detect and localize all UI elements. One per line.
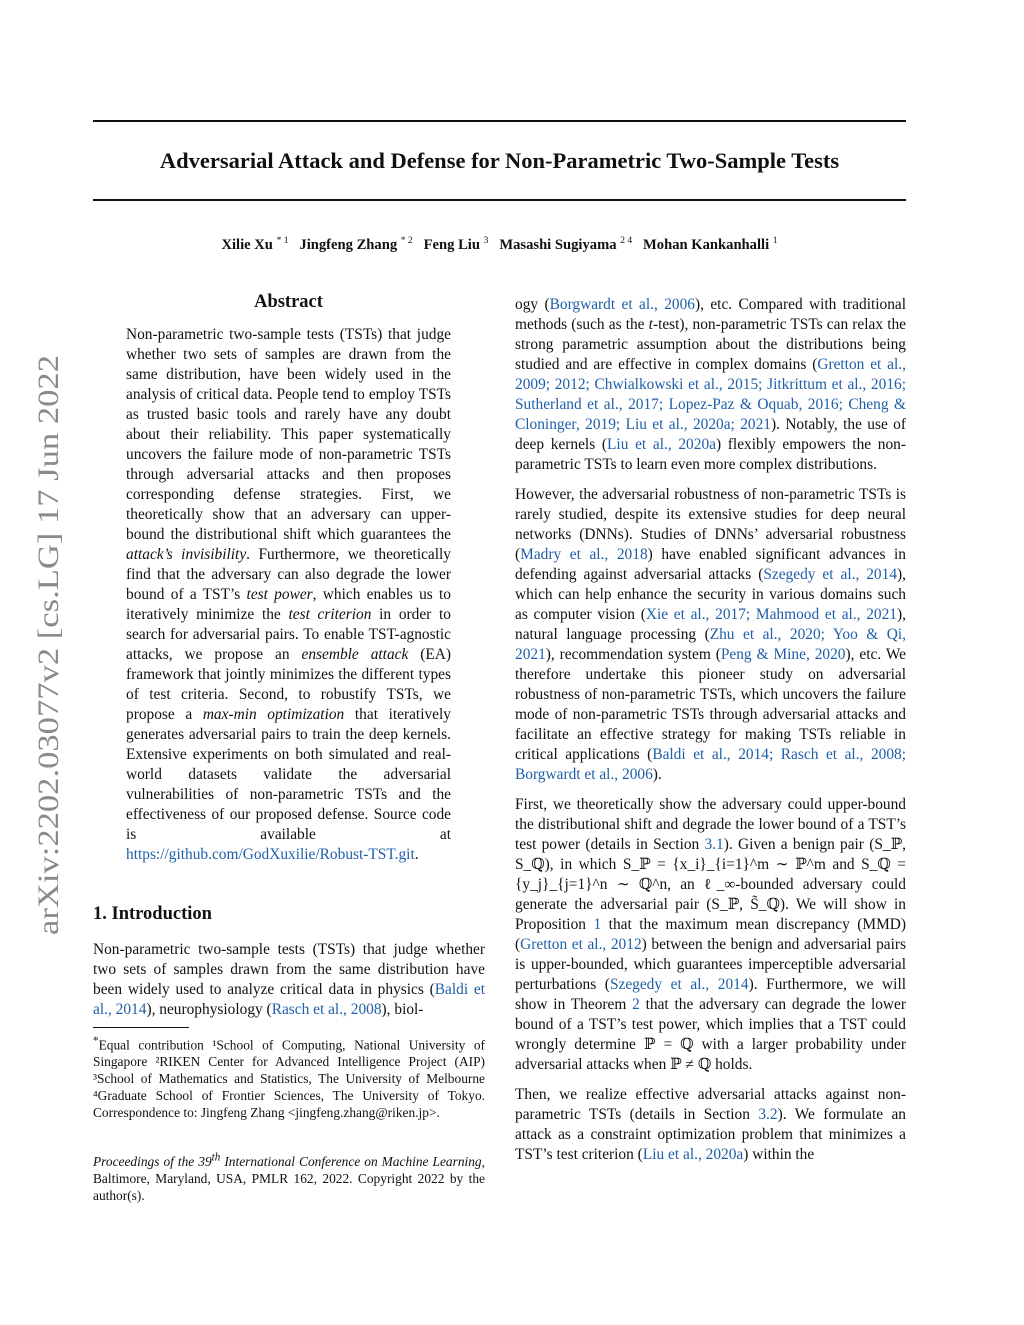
paragraph: First, we theoretically show the adversary could upper-bound the distributional shift and degrade the lower bound of a TST’s test power (details in Section 3.1). Given a benign pair (S_ℙ, S_ℚ), in which S_ℙ = {x_i}_{i=1}^m ∼ ℙ^m and S_ℚ = {y_j}_{j=1}^n ∼ ℚ^n, an ℓ_∞-bounded adversary could generate the adversarial pair (S_ℙ, S̃_ℚ). We will show in Proposition 1 that the maximum mean discrepancy (MMD) (Gretton et al., 2012) between the benign and adversarial pairs is upper-bounded, which guarantees imperceptible adversarial perturbations (Szegedy et al., 2014). Furthermore, we will show in Theorem 2 that the adversary can degrade the lower bound of a TST’s test power, which implies that a TST could wrongly determine ℙ = ℚ with a larger probability under adversarial attacks when ℙ ≠ ℚ holds. (515, 796, 906, 1073)
abstract-body: Non-parametric two-sample tests (TSTs) that judge whether two sets of samples are drawn from the same distribution, have been widely used in the analysis of critical data. People tend to employ TSTs as trusted basic tools and rarely have any doubt about their reliability. This paper systematically uncovers the failure mode of non-parametric TSTs through adversarial attacks and then proposes corresponding defense strategies. First, we theoretically show that an adversary can upper-bound the distributional shift which guarantees the attack’s invisibility. Furthermore, we theoretically find that the adversary can also degrade the lower bound of a TST’s test power, which enables us to iteratively minimize the test criterion in order to search for adversarial pairs. To enable TST-agnostic attacks, we propose an ensemble attack (EA) framework that jointly minimizes the different types of test criteria. Second, to robustify TSTs, we propose a max-min optimization that iteratively generates adversarial pairs to train the deep kernels. Extensive experiments on both simulated and real-world datasets validate the adversarial vulnerabilities of non-parametric TSTs and the effectiveness of our proposed defense. Source code is available at https://github.com/GodXuxilie/Robust-TST.git. (126, 326, 452, 863)
citation-link[interactable]: Peng & Mine, 2020 (720, 646, 846, 663)
paper-title: Adversarial Attack and Defense for Non-Parametric Two-Sample Tests (159, 148, 840, 173)
citation-link[interactable]: Szegedy et al., 2014 (609, 976, 749, 993)
abstract-heading: Abstract (254, 292, 323, 312)
citation-link[interactable]: Borgwardt et al., 2006 (549, 296, 695, 313)
arxiv-watermark (0, 0, 86, 1325)
citation-link[interactable]: Baldi et al., 2014; Rasch et al., 2008; Borgwardt et al., 2006 (515, 746, 906, 783)
citation-link[interactable]: Zhu et al., 2020; Yoo & Qi, 2021 (515, 626, 906, 663)
author: Masashi Sugiyama $^{2 4}$ (499, 236, 633, 253)
math: ℙ = ℚ (643, 1036, 694, 1053)
title-rule-top (93, 120, 906, 122)
paragraph: ogy (Borgwardt et al., 2006), etc. Compared with traditional methods (such as the t-test), non-parametric TSTs can relax the strong parametric assumption about the distributions being studied and are effective in complex domains (Gretton et al., 2009; 2012; Chwialkowski et al., 2015; Jitkrittum et al., 2016; Sutherland et al., 2017; Lopez-Paz & Oquab, 2016; Cheng & Cloninger, 2019; Liu et al., 2020a; 2021). Notably, the use of deep kernels (Liu et al., 2020a) flexibly empowers the non-parametric TSTs to learn even more complex distributions. (515, 296, 907, 473)
footnote-affiliations: *Equal contribution ¹School of Computing, National University of Singapore ²RIKEN Center for Advanced Intelligence Project (AIP) ³School of Mathematics and Statistics, The University of Melbourne ⁴Graduate School of Frontier Sciences, The University of Tokyo. Correspondence to: Jingfeng Zhang <jingfeng.zhang@riken.jp>. (93, 1035, 485, 1121)
section-ref-link[interactable]: 3.1 (704, 836, 724, 853)
citation-link[interactable]: Gretton et al., 2009; 2012; Chwialkowski et al., 2015; Jitkrittum et al., 2016; Sutherland et al., 2017; Lopez-Paz & Oquab, 2016; Cheng & Cloninger, 2019; Liu et al., 2020a; 2021 (515, 356, 906, 433)
paragraph: Then, we realize effective adversarial attacks against non-parametric TSTs (details in Section 3.2). We formulate an attack as a constraint optimization problem that minimizes a TST’s test criterion (Liu et al., 2020a) within the (515, 1086, 907, 1163)
paragraph: However, the adversarial robustness of non-parametric TSTs is rarely studied, despite its extensive studies for deep neural networks (DNNs). Studies of DNNs’ adversarial robustness (Madry et al., 2018) have enabled significant advances in defending against adversarial attacks (Szegedy et al., 2014), which can help enhance the security in various domains such as computer vision (Xie et al., 2017; Mahmood et al., 2021), natural language processing (Zhu et al., 2020; Yoo & Qi, 2021), recommendation system (Peng & Mine, 2020), etc. We therefore undertake this pioneer study on adversarial robustness of non-parametric TSTs, which uncovers the failure mode of non-parametric TSTs through adversarial attacks and facilitate an effective strategy for making TSTs reliable in critical applications (Baldi et al., 2014; Rasch et al., 2008; Borgwardt et al., 2006). (515, 486, 907, 783)
proposition-ref-link[interactable]: 1 (593, 916, 602, 933)
citation-link[interactable]: Szegedy et al., 2014 (763, 566, 898, 583)
citation-link[interactable]: Liu et al., 2020a (607, 436, 716, 453)
footnote-proceedings: Proceedings of the 39th International Conference on Machine Learning, Baltimore, Maryland, USA, PMLR 162, 2022. Copyright 2022 by the author(s). (93, 1152, 485, 1204)
math: ℙ ≠ ℚ (670, 1056, 712, 1073)
citation-link[interactable]: Gretton et al., 2012 (520, 936, 642, 953)
arxiv-identifier: arXiv:2202.03077v2 [cs.LG] 17 Jun 2022 (32, 431, 65, 935)
author: Mohan Kankanhalli $^1$ (643, 236, 778, 253)
right-column (515, 295, 906, 1165)
section-heading-introduction: 1. Introduction (93, 904, 212, 924)
math: (S_ℙ, S_ℚ) (515, 836, 906, 873)
author: Jingfeng Zhang $^{* 2}$ (299, 236, 413, 253)
math: S_ℚ = {y_j}_{j=1}^n ∼ ℚ^n (515, 856, 906, 893)
citation-link[interactable]: Rasch et al., 2008 (271, 1001, 382, 1018)
author: Feng Liu $^3$ (423, 236, 489, 253)
footnote-rule (93, 1027, 189, 1028)
citation-link[interactable]: Baldi et al., 2014 (93, 981, 485, 1018)
section-ref-link[interactable]: 3.2 (758, 1106, 778, 1123)
math: ℓ_∞ (703, 876, 736, 893)
math: S_ℙ = {x_i}_{i=1}^m ∼ ℙ^m (622, 856, 826, 873)
title-rule-bottom (93, 199, 906, 201)
author-list (93, 236, 906, 254)
citation-link[interactable]: Liu et al., 2020a (642, 1146, 744, 1163)
citation-link[interactable]: Xie et al., 2017; Mahmood et al., 2021 (645, 606, 897, 623)
intro-paragraph: Non-parametric two-sample tests (TSTs) that judge whether two sets of samples drawn from the same distribution have been widely used to analyze critical data in physics (Baldi et al., 2014), neurophysiology (Rasch et al., 2008), biol- (93, 941, 485, 1018)
author: Xilie Xu $^{* 1}$ (221, 236, 289, 253)
source-code-link[interactable]: https://github.com/GodXuxilie/Robust-TST.git (126, 846, 415, 863)
theorem-ref-link[interactable]: 2 (632, 996, 640, 1013)
math: (S_ℙ, S̃_ℚ) (706, 896, 786, 913)
citation-link[interactable]: Madry et al., 2018 (520, 546, 648, 563)
